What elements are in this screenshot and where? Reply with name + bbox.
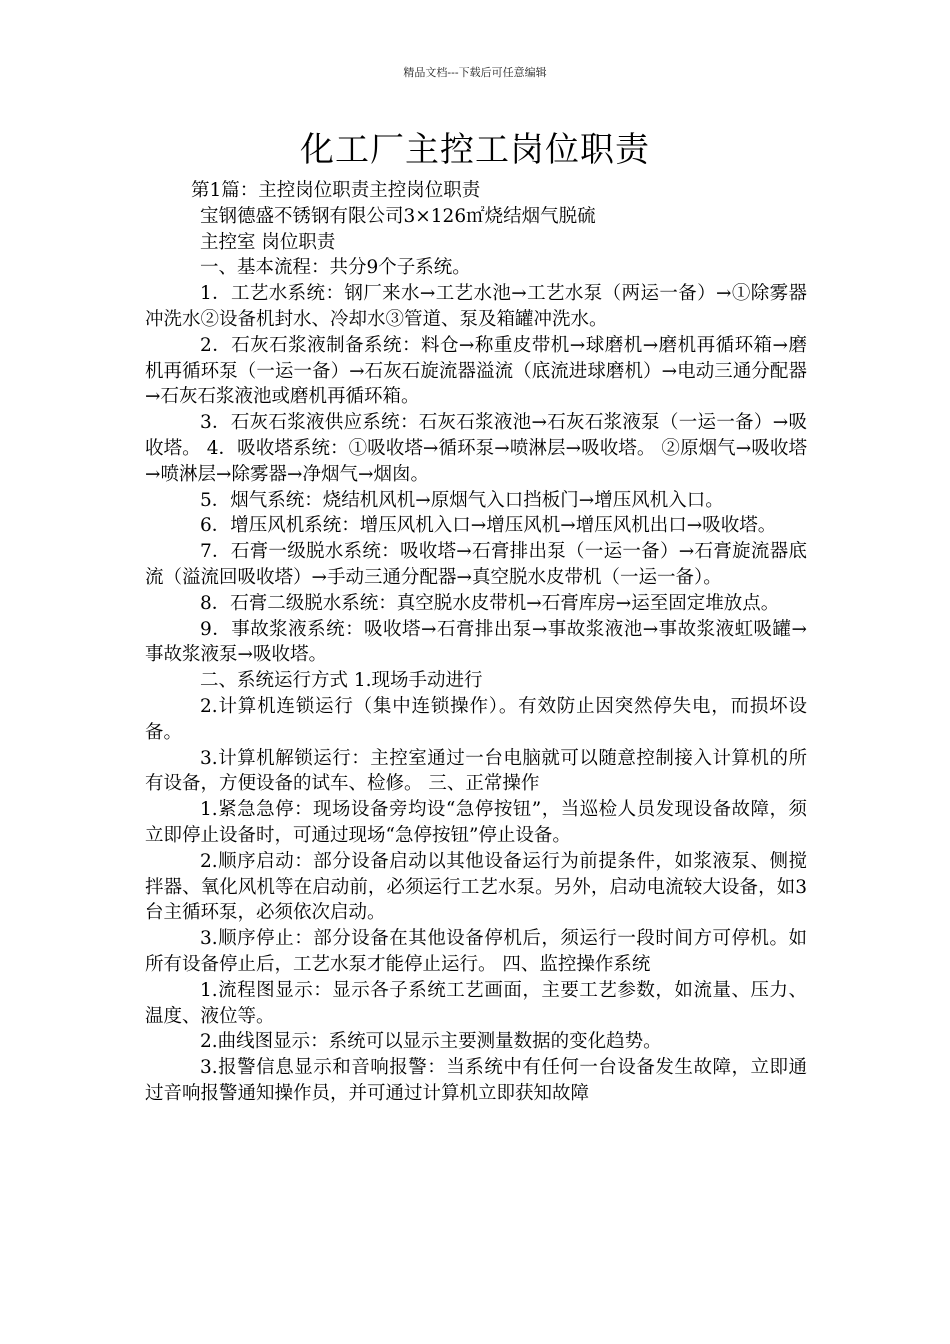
paragraph-14: 2.计算机连锁运行（集中连锁操作）。有效防止因突然停失电，而损坏设备。 bbox=[145, 695, 807, 743]
paragraph-9: 6．增压风机系统：增压风机入口→增压风机→增压风机出口→吸收塔。 bbox=[200, 515, 777, 537]
paragraph-19: 1.流程图显示：显示各子系统工艺画面，主要工艺参数，如流量、压力、温度、液位等。 bbox=[145, 979, 807, 1027]
document-title: 化工厂主控工岗位职责 bbox=[300, 130, 650, 170]
paragraph-21: 3.报警信息显示和音响报警：当系统中有任何一台设备发生故障，立即通过音响报警通知操作员，并可通过计算机立即获知故障 bbox=[145, 1057, 807, 1104]
paragraph-11: 8．石膏二级脱水系统：真空脱水皮带机→石膏库房→运至固定堆放点。 bbox=[200, 592, 780, 614]
document-body bbox=[145, 178, 807, 1107]
paragraph-4: 一、基本流程：共分9个子系统。 bbox=[200, 257, 471, 279]
paragraph-7: 3．石灰石浆液供应系统：石灰石浆液池→石灰石浆液泵（一运一备）→吸收塔。 4．吸收塔系统：①吸收塔→循环泵→喷淋层→吸收塔。 ②原烟气→吸收塔→喷淋层→除雾器→净烟气→烟囱。 bbox=[145, 412, 807, 485]
paragraph-18: 3.顺序停止：部分设备在其他设备停机后，须运行一段时间方可停机。如所有设备停止后，工艺水泵才能停止运行。 四、监控操作系统 bbox=[145, 928, 807, 975]
paragraph-2: 宝钢德盛不锈钢有限公司3×126㎡烧结烟气脱硫 bbox=[200, 205, 596, 227]
paragraph-20: 2.曲线图显示：系统可以显示主要测量数据的变化趋势。 bbox=[200, 1031, 662, 1053]
page-header: 精品文档---下载后可任意编辑 bbox=[403, 66, 547, 79]
paragraph-8: 5．烟气系统：烧结机风机→原烟气入口挡板门→增压风机入口。 bbox=[200, 489, 724, 511]
paragraph-5: 1．工艺水系统：钢厂来水→工艺水池→工艺水泵（两运一备）→①除雾器冲洗水②设备机封水、冷却水③管道、泵及箱罐冲洗水。 bbox=[145, 283, 807, 330]
paragraph-16: 1.紧急急停：现场设备旁均设“急停按钮”，当巡检人员发现设备故障，须立即停止设备时，可通过现场“急停按钮”停止设备。 bbox=[145, 799, 807, 846]
paragraph-10: 7．石膏一级脱水系统：吸收塔→石膏排出泵（一运一备）→石膏旋流器底流（溢流回吸收塔）→手动三通分配器→真空脱水皮带机（一运一备）。 bbox=[145, 541, 807, 588]
paragraph-12: 9．事故浆液系统：吸收塔→石膏排出泵→事故浆液池→事故浆液虹吸罐→事故浆液泵→吸收塔。 bbox=[145, 618, 807, 666]
paragraph-13: 二、系统运行方式 1.现场手动进行 bbox=[200, 670, 483, 692]
paragraph-15: 3.计算机解锁运行：主控室通过一台电脑就可以随意控制接入计算机的所有设备，方便设备的试车、检修。 三、正常操作 bbox=[145, 747, 807, 795]
paragraph-1: 第1篇：主控岗位职责主控岗位职责 bbox=[191, 180, 481, 201]
paragraph-6: 2．石灰石浆液制备系统：料仓→称重皮带机→球磨机→磨机再循环箱→磨机再循环泵（一运一备）→石灰石旋流器溢流（底流进球磨机）→电动三通分配器→石灰石浆液池或磨机再循环箱。 bbox=[145, 334, 807, 408]
paragraph-17: 2.顺序启动：部分设备启动以其他设备运行为前提条件，如浆液泵、侧搅拌器、氧化风机等在启动前，必须运行工艺水泵。另外，启动电流较大设备，如3台主循环泵，必须依次启动。 bbox=[145, 850, 807, 924]
paragraph-3: 主控室 岗位职责 bbox=[200, 231, 336, 253]
